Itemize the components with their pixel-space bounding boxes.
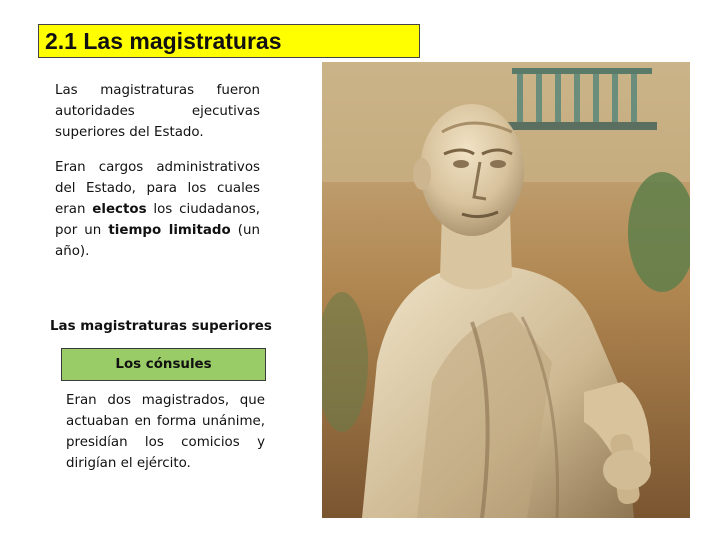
slide-title-box (38, 24, 420, 58)
consul-description-paragraph: Eran dos magistrados, que actuaban en forma unánime, presidían los comicios y dirigían el ejército. (66, 393, 265, 471)
description-bold-tiempo: tiempo limitado (108, 223, 231, 238)
description-text-3: (un año). (55, 223, 260, 259)
slide-title: 2.1 Las magistraturas (45, 27, 282, 54)
section-subheading: Las magistraturas superiores (50, 319, 272, 334)
definition-paragraph: Las magistraturas fueron autoridades ejecutivas superiores del Estado. (55, 83, 260, 140)
description-text-2: los ciudadanos, por un (55, 202, 260, 238)
description-text-1: Eran cargos administrativos del Estado, para los cuales eran (55, 160, 260, 217)
consul-label: Los cónsules (115, 357, 212, 372)
consul-label-box (61, 348, 266, 381)
description-paragraph (55, 157, 260, 262)
roman-statue-image (322, 62, 690, 518)
description-bold-electos: electos (92, 202, 147, 217)
